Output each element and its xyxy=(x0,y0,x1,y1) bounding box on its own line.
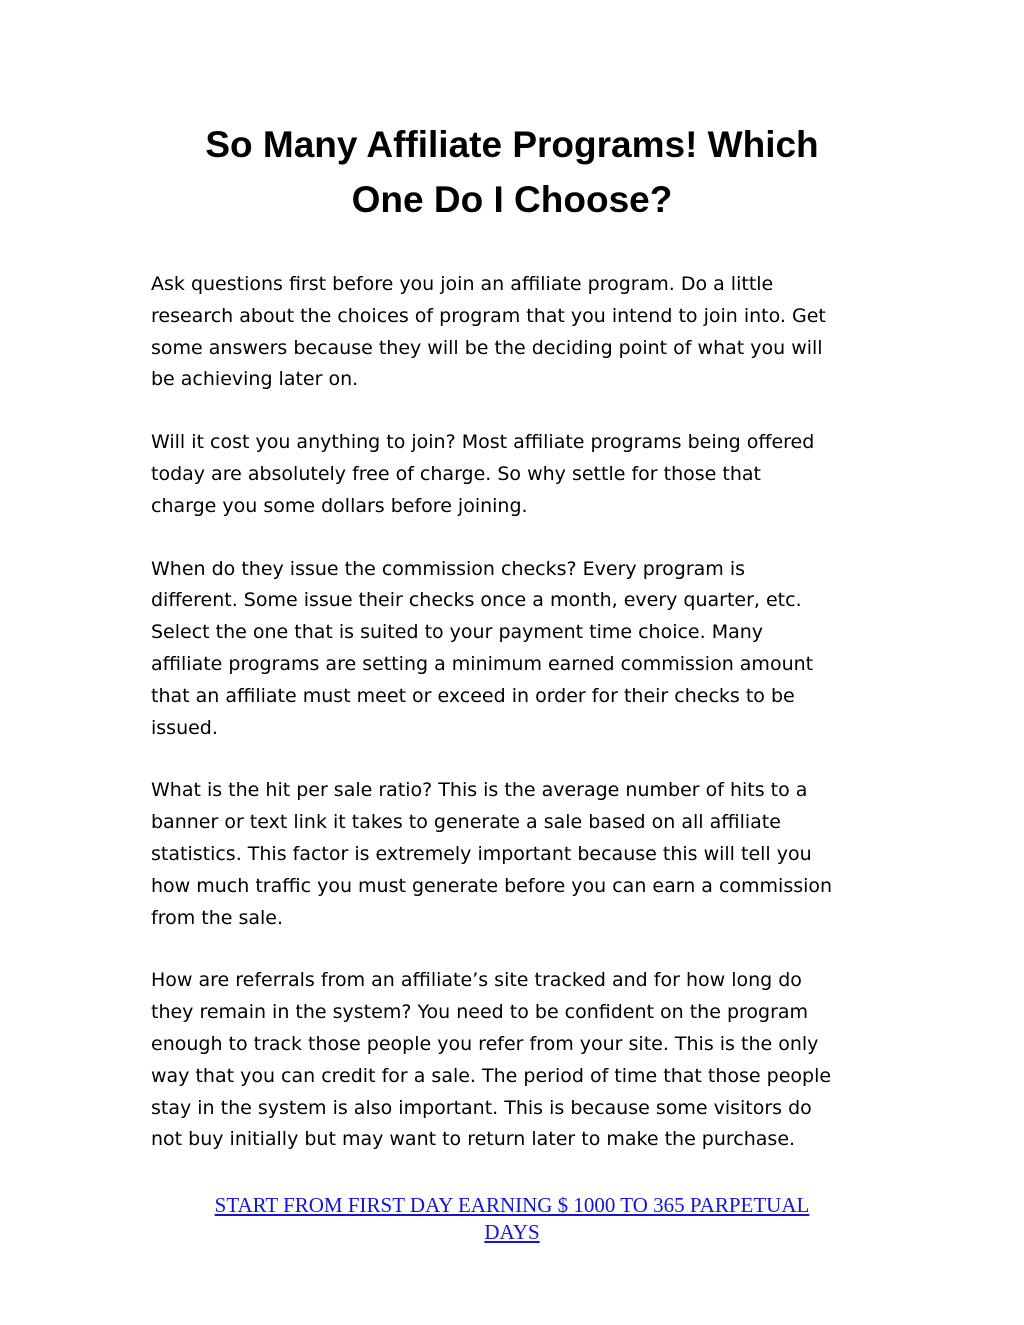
article-body xyxy=(151,269,877,1187)
paragraph-intro: Ask questions first before you join an affiliate program. Do a little research about the choices of program that you intend to join into. Get some answers because they will be the deciding point of what you will be achieving later on. xyxy=(151,273,826,391)
paragraph-referrals: How are referrals from an affiliate’s site tracked and for how long do they remain in the system? You need to be confident on the program enough to track those people you refer from your site. This is the only way that you can credit for a sale. The period of time that those people stay in the system is also important. This is because some visitors do not buy initially but may want to return later to make the purchase. xyxy=(151,969,832,1151)
paragraph-cost: Will it cost you anything to join? Most affiliate programs being offered today are absolutely free of charge. So why settle for those that charge you some dollars before joining. xyxy=(151,431,815,517)
paragraph-commission-checks: When do they issue the commission checks? Every program is different. Some issue their checks once a month, every quarter, etc. Select the one that is suited to your payment time choice. Many affiliate programs are setting a minimum earned commission amount that an affiliate must meet or exceed in order for their checks to be issued. xyxy=(151,557,814,739)
cta-container xyxy=(150,1192,874,1246)
paragraph-hit-per-sale: What is the hit per sale ratio? This is the average number of hits to a banner or text link it takes to generate a sale based on all affiliate statistics. This factor is extremely important because this will tell you how much traffic you must generate before you can earn a commission from the sale. xyxy=(151,779,833,929)
cta-link[interactable]: START FROM FIRST DAY EARNING $ 1000 TO 365 PARPETUAL DAYS xyxy=(214,1193,810,1244)
page-title: So Many Affiliate Programs! Which One Do I Choose? xyxy=(205,124,819,220)
